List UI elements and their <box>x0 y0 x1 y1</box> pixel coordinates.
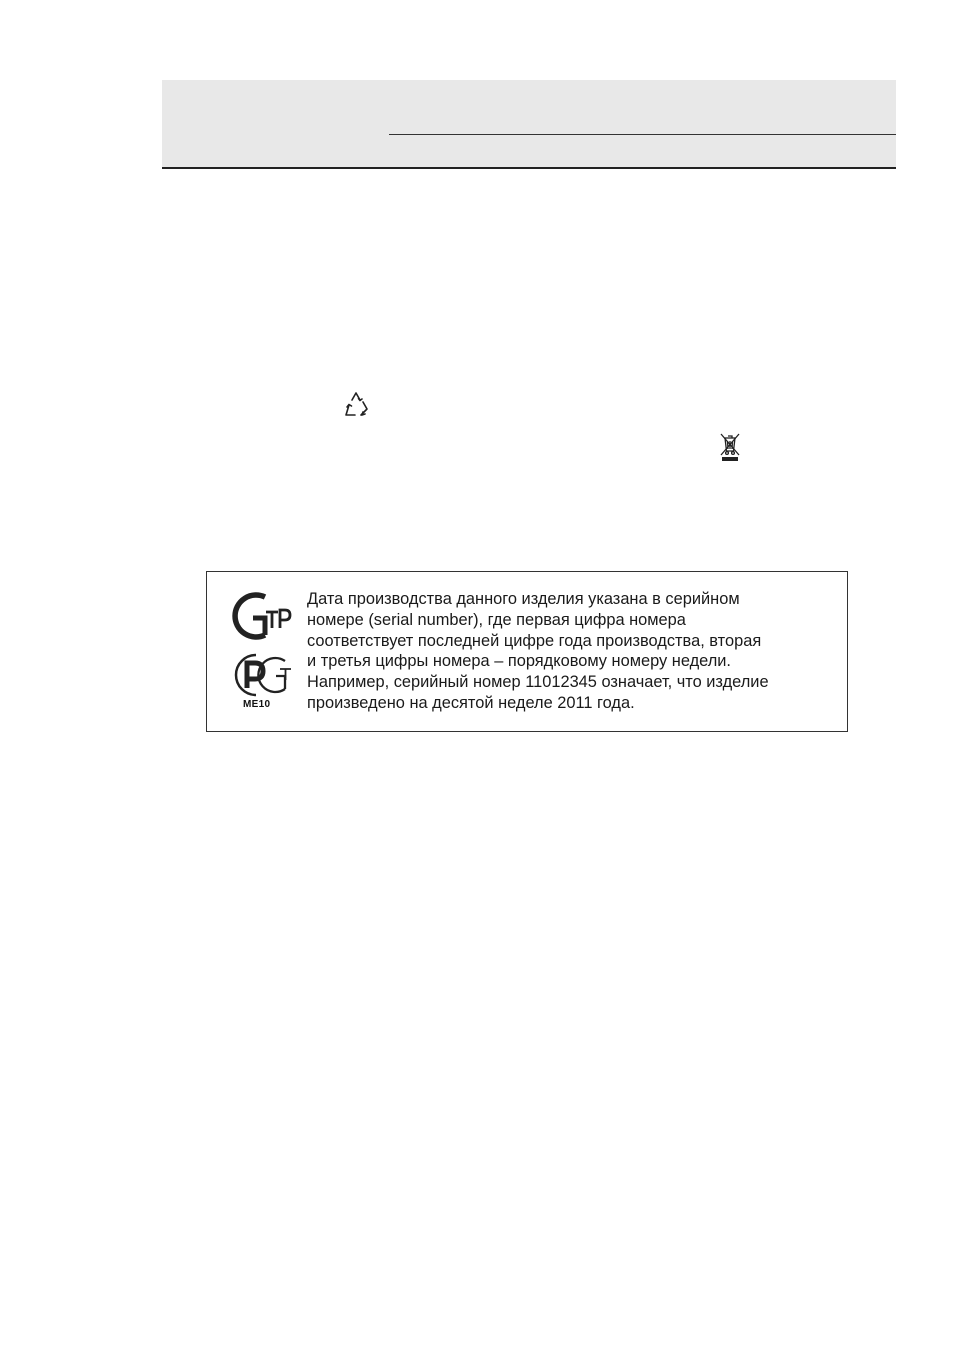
recycle-icon <box>341 390 371 418</box>
notice-line: Например, серийный номер 11012345 означает, что изделие <box>307 673 769 692</box>
gost-r-certification-mark-icon <box>231 590 293 642</box>
rst-mark-code: ME10 <box>243 699 271 710</box>
notice-line: произведено на десятой неделе 2011 года. <box>307 693 635 712</box>
rst-certification-mark-icon <box>229 650 295 700</box>
notice-line: соответствует последней цифре года производства, вторая <box>307 631 762 650</box>
notice-line: Дата производства данного изделия указана в серийном <box>307 590 740 608</box>
header-rule <box>389 134 896 135</box>
notice-line: и третья цифры номера – порядковому номеру недели. <box>307 652 731 671</box>
notice-text <box>307 589 769 714</box>
header-band <box>162 80 896 169</box>
production-date-notice <box>206 571 848 732</box>
notice-line: номере (serial number), где первая цифра номера <box>307 610 686 629</box>
crossed-out-wheelie-bin-icon <box>719 432 741 462</box>
